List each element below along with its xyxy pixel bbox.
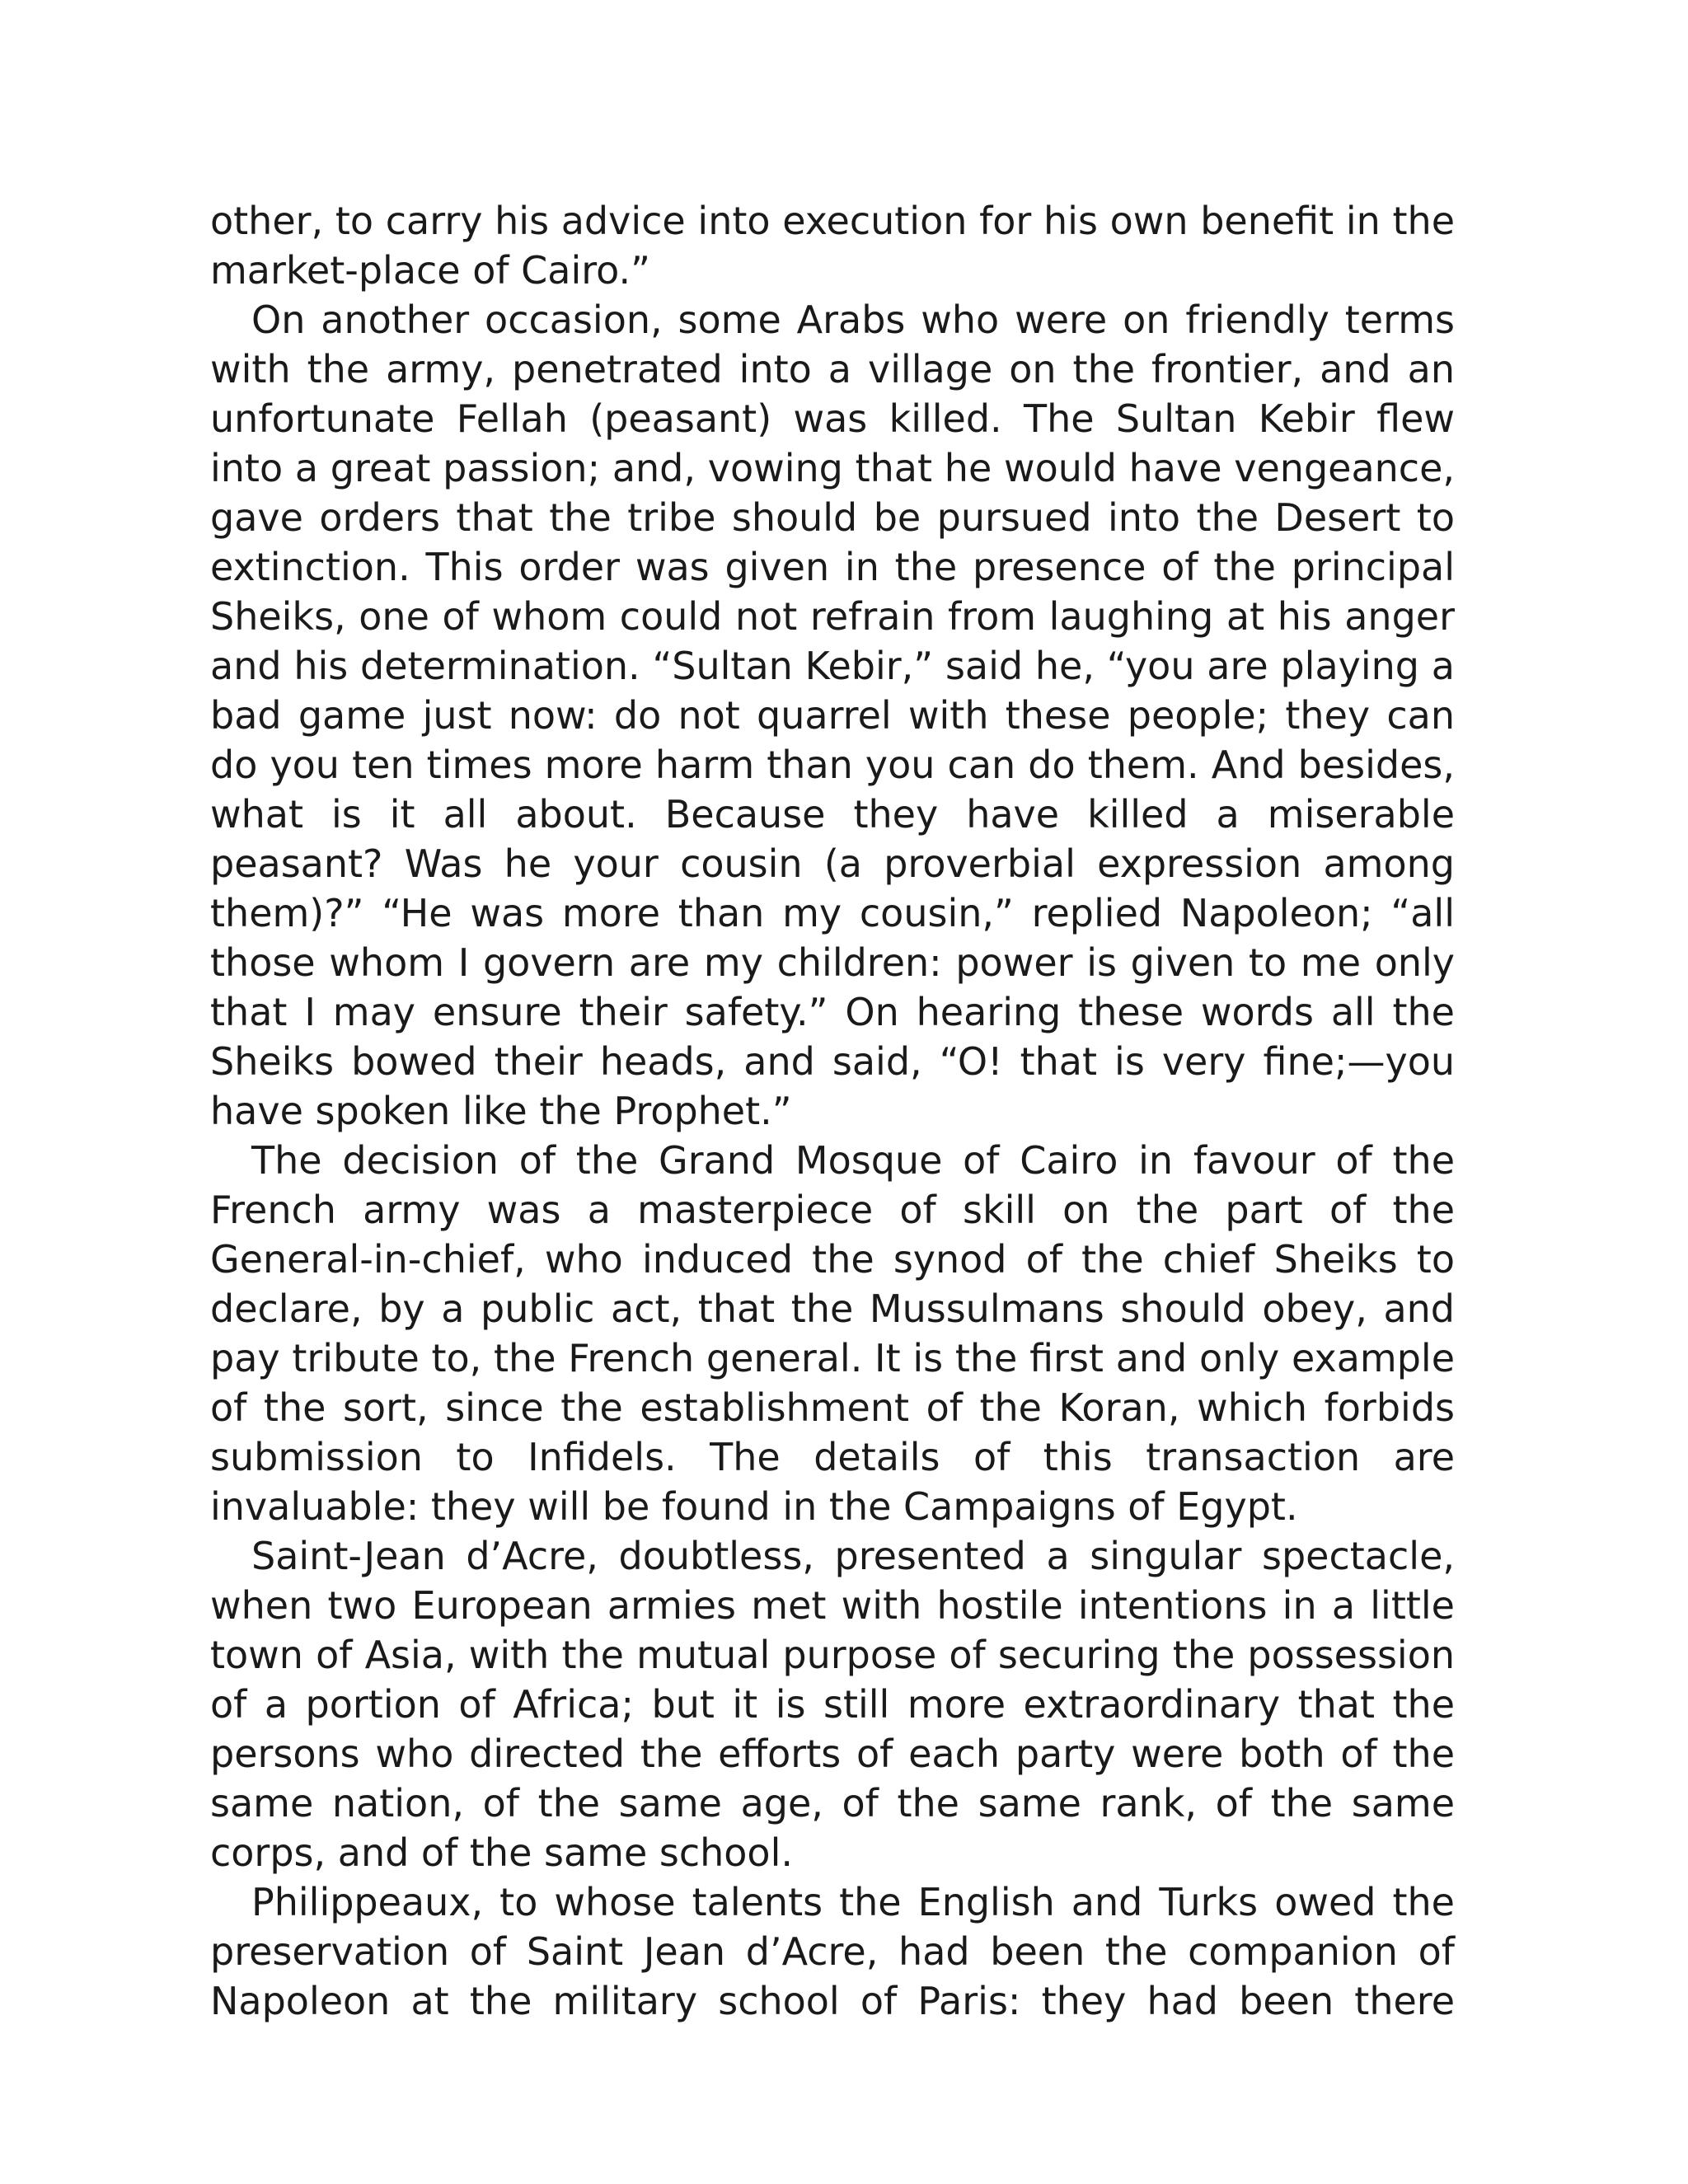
body-text: [210, 196, 1455, 2026]
paragraph-philippeaux: Philippeaux, to whose talents the English and Turks owed the preservation of Saint Jean d’Acre, had been the companion of Napoleon at the military school of Paris: they had been there: [210, 1880, 1455, 2023]
paragraph-continuation: other, to carry his advice into execution for his own benefit in the market-place of Cairo.”: [210, 199, 1455, 293]
paragraph-saint-jean-dacre: Saint-Jean d’Acre, doubtless, presented a singular spectacle, when two European armies met with hostile intentions in a little town of Asia, with the mutual purpose of securing the possession of a portion of Africa; but it is still more extraordinary that the persons who directed the efforts of each party were both of the same nation, of the same age, of the same rank, of the same corps, and of the same school.: [210, 1534, 1455, 1875]
paragraph-arabs-incident: On another occasion, some Arabs who were on friendly terms with the army, penetrated into a village on the frontier, and an unfortunate Fellah (peasant) was killed. The Sultan Kebir flew into a great passion; and, vowing that he would have vengeance, gave orders that the tribe should be pursued into the Desert to extinction. This order was given in the presence of the principal Sheiks, one of whom could not refrain from laughing at his anger and his determination. “Sultan Kebir,” said he, “you are playing a bad game just now: do not quarrel with these people; they can do you ten times more harm than you can do them. And besides, what is it all about. Because they have killed a miserable peasant? Was he your cousin (a proverbial expression among them)?” “He was more than my cousin,” replied Napoleon; “all those whom I govern are my children: power is given to me only that I may ensure their safety.” On hearing these words all the Sheiks bowed their heads, and said, “O! that is very fine;—you have spoken like the Prophet.”: [210, 298, 1455, 1133]
paragraph-grand-mosque: The decision of the Grand Mosque of Cairo in favour of the French army was a masterpiece of skill on the part of the General-in-chief, who induced the synod of the chief Sheiks to declare, by a public act, that the Mussulmans should obey, and pay tribute to, the French general. It is the first and only example of the sort, since the establishment of the Koran, which forbids submission to Infidels. The details of this transaction are invaluable: they will be found in the Campaigns of Egypt.: [210, 1138, 1455, 1529]
